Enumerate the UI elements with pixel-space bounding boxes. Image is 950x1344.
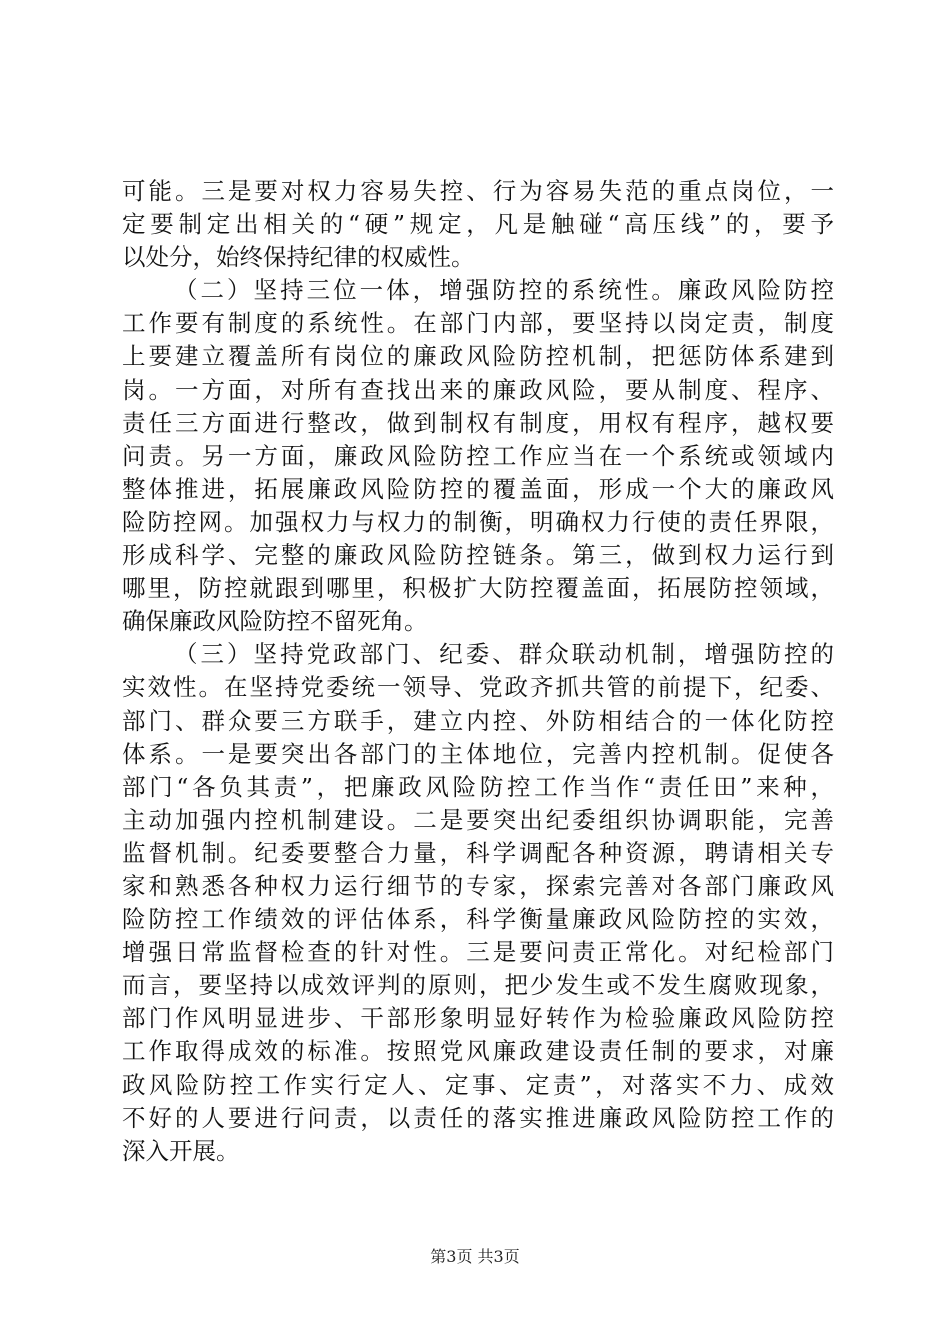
text-line: 不好的人要进行问责，以责任的落实推进廉政风险防控工作的 [122,1103,834,1132]
text-line: 家和熟悉各种权力运行细节的专家，探索完善对各部门廉政风 [122,871,834,900]
text-line: 工作要有制度的系统性。在部门内部，要坚持以岗定责，制度 [122,309,834,338]
text-line: 以处分，始终保持纪律的权威性。 [122,243,475,272]
text-line: 监督机制。纪委要整合力量，科学调配各种资源，聘请相关专 [122,838,834,867]
paragraph-2-first-line: （二）坚持三位一体，增强防控的系统性。廉政风险防控 [174,276,834,305]
text-line: 整体推进，拓展廉政风险防控的覆盖面，形成一个大的廉政风 [122,474,834,503]
text-line: 实效性。在坚持党委统一领导、党政齐抓共管的前提下，纪委、 [122,673,834,702]
text-line: 增强日常监督检查的针对性。三是要问责正常化。对纪检部门 [122,938,834,967]
text-line: 哪里，防控就跟到哪里，积极扩大防控覆盖面，拓展防控领域， [122,574,834,603]
body-text [122,175,834,1168]
text-line: 深入开展。 [122,1136,240,1165]
page-number-footer: 第3页 共3页 [430,1247,520,1266]
text-line: 责任三方面进行整改，做到制权有制度，用权有程序，越权要 [122,408,834,437]
text-line: 部门作风明显进步、干部形象明显好转作为检验廉政风险防控 [122,1004,834,1033]
text-line: 形成科学、完整的廉政风险防控链条。第三，做到权力运行到 [122,541,834,570]
text-line: 定要制定出相关的“硬”规定，凡是触碰“高压线”的，要予 [122,210,834,239]
text-line: 上要建立覆盖所有岗位的廉政风险防控机制，把惩防体系建到 [122,342,834,371]
text-line: 险防控网。加强权力与权力的制衡，明确权力行使的责任界限， [122,507,834,536]
text-line: 部门“各负其责”，把廉政风险防控工作当作“责任田”来种， [122,772,834,801]
text-line: 岗。一方面，对所有查找出来的廉政风险，要从制度、程序、 [122,375,834,404]
text-line: 可能。三是要对权力容易失控、行为容易失范的重点岗位，一 [122,177,834,205]
paragraph-3-first-line: （三）坚持党政部门、纪委、群众联动机制，增强防控的 [174,640,834,669]
text-line: 问责。另一方面，廉政风险防控工作应当在一个系统或领域内 [122,441,834,470]
text-line: 工作取得成效的标准。按照党风廉政建设责任制的要求，对廉 [122,1037,834,1066]
text-line: 体系。一是要突出各部门的主体地位，完善内控机制。促使各 [122,739,834,768]
text-line: 险防控工作绩效的评估体系，科学衡量廉政风险防控的实效， [122,905,834,934]
text-line: 确保廉政风险防控不留死角。 [122,607,428,636]
text-line: 政风险防控工作实行定人、定事、定责”，对落实不力、成效 [122,1070,834,1099]
text-line: 部门、群众要三方联手，建立内控、外防相结合的一体化防控 [122,706,834,735]
text-line: 主动加强内控机制建设。二是要突出纪委组织协调职能，完善 [122,805,834,834]
text-line: 而言，要坚持以成效评判的原则，把少发生或不发生腐败现象， [122,971,834,1000]
